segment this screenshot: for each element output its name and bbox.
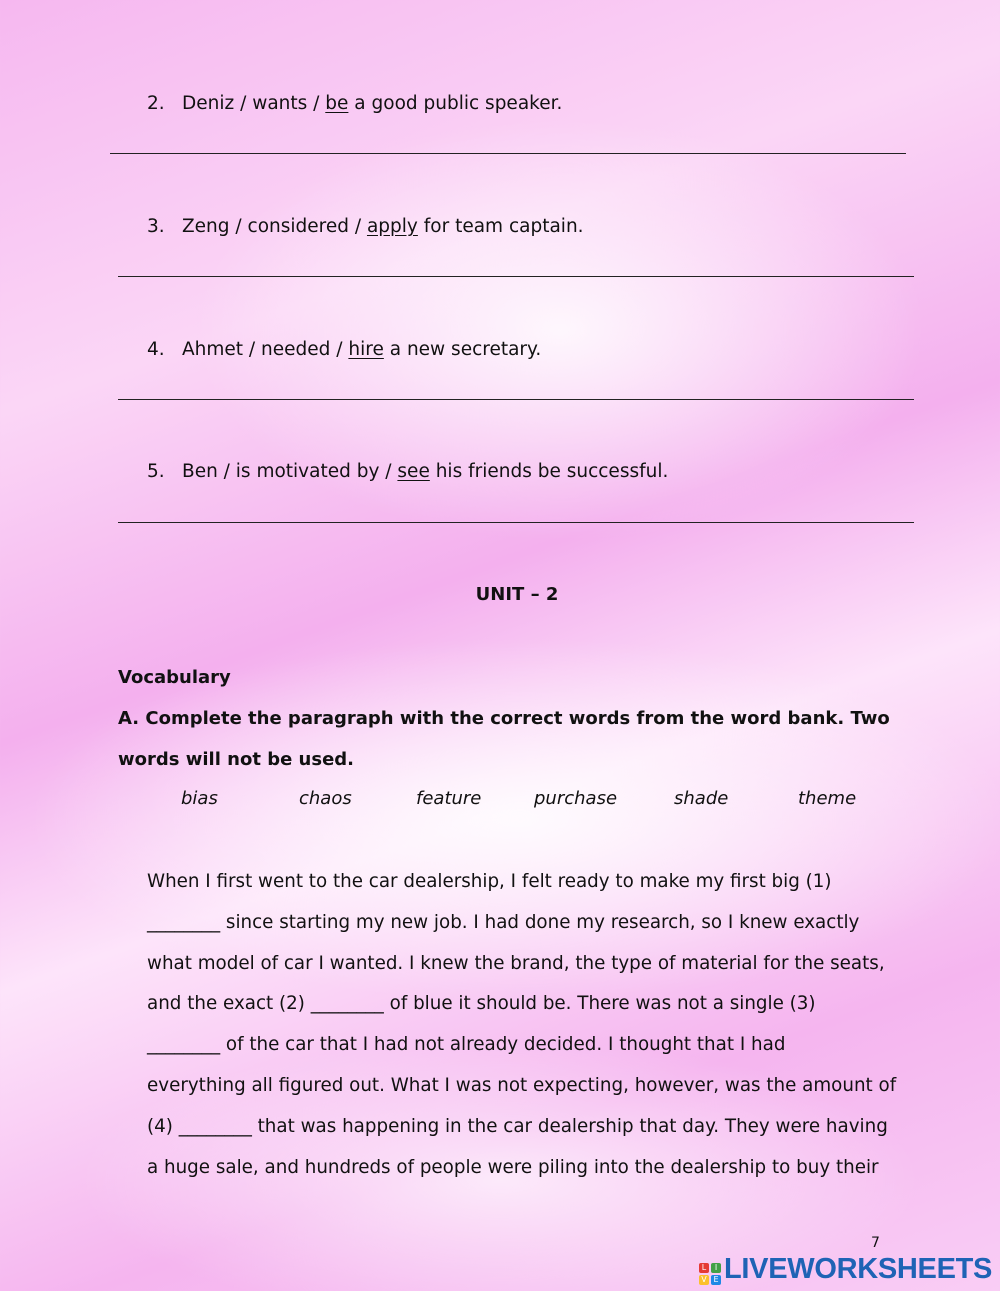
answer-line[interactable] bbox=[118, 522, 914, 523]
section-title: Vocabulary bbox=[118, 667, 231, 688]
paragraph-line: and the exact (2) ________ of blue it should be. There was not a single (3) bbox=[147, 993, 816, 1015]
exercise-5: 5. Ben / is motivated by / see his friends be successful. bbox=[147, 461, 669, 482]
word-bank-item: bias bbox=[181, 788, 218, 809]
paragraph-line: ________ since starting my new job. I had done my research, so I knew exactly bbox=[147, 911, 860, 933]
paragraph-line: what model of car I wanted. I knew the brand, the type of material for the seats, bbox=[147, 952, 885, 974]
answer-line[interactable] bbox=[110, 153, 906, 154]
paragraph-line: a huge sale, and hundreds of people were piling into the dealership to buy their bbox=[147, 1156, 879, 1178]
exercise-2: 2. Deniz / wants / be a good public speaker. bbox=[147, 93, 563, 114]
cloze-paragraph bbox=[147, 862, 917, 1188]
liveworksheets-logo-icon: L I V E bbox=[699, 1263, 721, 1285]
exercise-number: 4. bbox=[147, 339, 165, 360]
exercise-4: 4. Ahmet / needed / hire a new secretary. bbox=[147, 339, 542, 360]
paragraph-line: (4) ________ that was happening in the car dealership that day. They were having bbox=[147, 1115, 888, 1137]
word-bank-item: chaos bbox=[299, 788, 352, 809]
instruction-cont: words will not be used. bbox=[118, 749, 355, 770]
answer-line[interactable] bbox=[118, 399, 914, 400]
underlined-verb: be bbox=[325, 93, 349, 114]
word-bank-item: purchase bbox=[534, 788, 618, 809]
instruction: A. Complete the paragraph with the correct words from the word bank. Two bbox=[118, 708, 890, 729]
exercise-3: 3. Zeng / considered / apply for team captain. bbox=[147, 216, 584, 237]
word-bank-item: theme bbox=[798, 788, 857, 809]
answer-line[interactable] bbox=[118, 276, 914, 277]
exercise-number: 5. bbox=[147, 461, 165, 482]
word-bank-item: feature bbox=[416, 788, 482, 809]
paragraph-line: When I first went to the car dealership, I felt ready to make my first big (1) bbox=[147, 871, 832, 892]
page-number: 7 bbox=[871, 1235, 880, 1251]
underlined-verb: see bbox=[397, 461, 430, 482]
paragraph-line: ________ of the car that I had not already decided. I thought that I had bbox=[147, 1034, 786, 1056]
underlined-verb: apply bbox=[366, 216, 418, 237]
word-bank-item: shade bbox=[674, 788, 729, 809]
exercise-number: 3. bbox=[147, 216, 165, 237]
unit-title: UNIT – 2 bbox=[475, 584, 559, 605]
brand-name: LIVEWORKSHEETS bbox=[724, 1253, 993, 1285]
paragraph-line: everything all figured out. What I was not expecting, however, was the amount of bbox=[147, 1074, 897, 1096]
underlined-verb: hire bbox=[348, 339, 384, 360]
liveworksheets-logo bbox=[699, 1253, 992, 1286]
exercise-number: 2. bbox=[147, 93, 165, 114]
